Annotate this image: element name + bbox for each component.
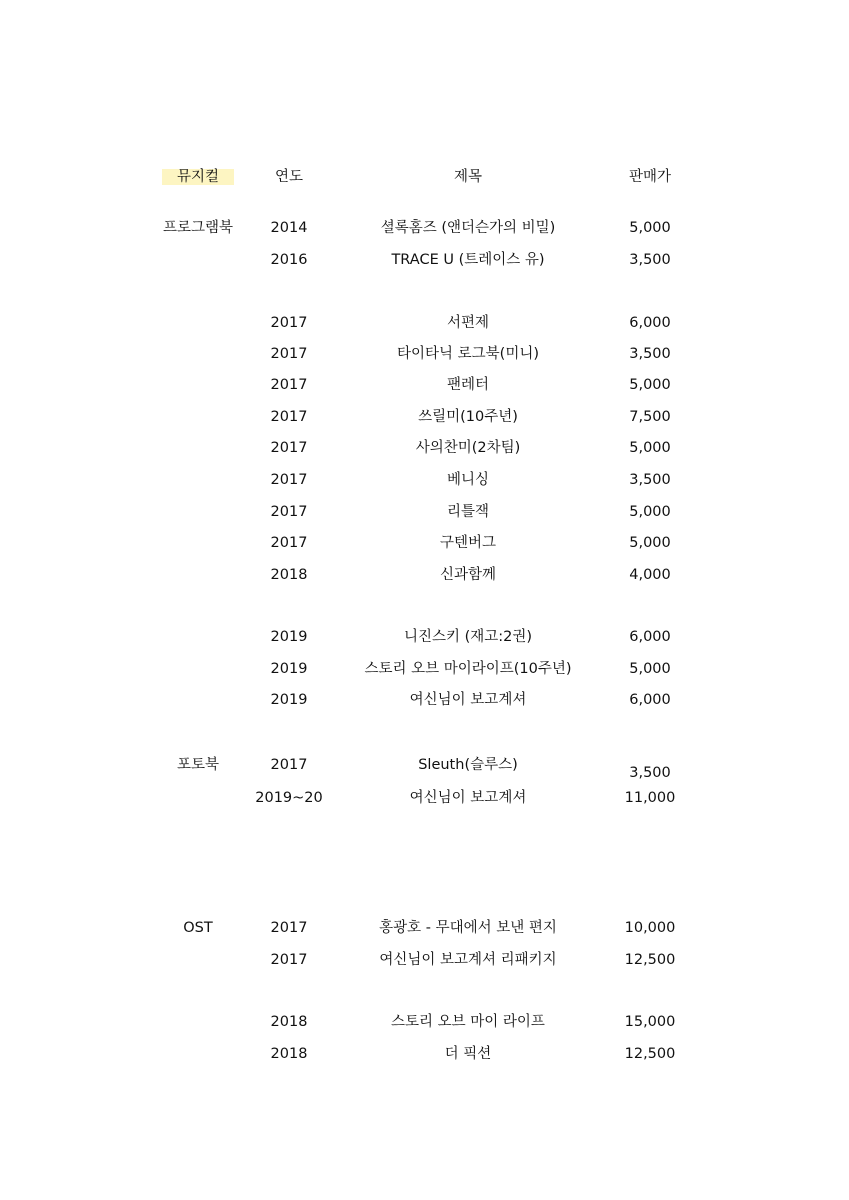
row-title: 스토리 오브 마이 라이프 [391, 1014, 545, 1030]
row-price: 6,000 [629, 315, 671, 331]
row-price: 12,500 [624, 1046, 676, 1062]
header-price: 판매가 [628, 169, 672, 185]
row-year: 2017 [270, 920, 308, 936]
row-price: 7,500 [629, 409, 671, 425]
row-price: 12,500 [624, 952, 676, 968]
header-category [162, 168, 234, 186]
row-year: 2019 [270, 661, 308, 677]
row-title: 서편제 [446, 315, 490, 331]
row-price: 6,000 [629, 692, 671, 708]
row-title: 구텐버그 [439, 535, 497, 551]
row-price: 5,000 [629, 535, 671, 551]
row-price: 5,000 [629, 504, 671, 520]
row-price: 10,000 [624, 920, 676, 936]
row-year: 2019 [270, 692, 308, 708]
row-price: 3,500 [629, 346, 671, 362]
row-price: 3,500 [629, 765, 671, 781]
row-title: 팬레터 [446, 377, 490, 393]
row-title: 베니싱 [446, 472, 490, 488]
row-title: TRACE U (트레이스 유) [391, 252, 545, 268]
category-label: 포토북 [176, 757, 220, 773]
row-title: 타이타닉 로그북(미니) [397, 346, 539, 362]
row-price: 5,000 [629, 220, 671, 236]
row-price: 3,500 [629, 472, 671, 488]
header-year: 연도 [274, 169, 304, 185]
row-year: 2016 [270, 252, 308, 268]
row-year: 2014 [270, 220, 308, 236]
row-price: 6,000 [629, 629, 671, 645]
row-year: 2017 [270, 377, 308, 393]
row-year: 2017 [270, 757, 308, 773]
header-title: 제목 [453, 169, 483, 185]
row-year: 2018 [270, 567, 308, 583]
row-year: 2017 [270, 315, 308, 331]
row-price: 5,000 [629, 377, 671, 393]
row-title: 신과함께 [439, 567, 497, 583]
category-label: OST [183, 920, 213, 936]
row-title: 더 픽션 [444, 1046, 492, 1062]
row-price: 5,000 [629, 661, 671, 677]
row-title: 스토리 오브 마이라이프(10주년) [364, 661, 572, 677]
row-price: 5,000 [629, 440, 671, 456]
row-title: 여신님이 보고계셔 리패키지 [379, 952, 557, 968]
header-category-label: 뮤지컬 [162, 169, 234, 185]
row-year: 2018 [270, 1046, 308, 1062]
row-year: 2017 [270, 346, 308, 362]
row-price: 3,500 [629, 252, 671, 268]
row-title: Sleuth(슬루스) [418, 757, 518, 773]
row-title: 사의찬미(2차팀) [415, 440, 521, 456]
row-year: 2017 [270, 409, 308, 425]
row-year: 2017 [270, 440, 308, 456]
row-title: 여신님이 보고계셔 [409, 692, 527, 708]
row-price: 15,000 [624, 1014, 676, 1030]
row-title: 여신님이 보고계셔 [409, 790, 527, 806]
row-title: 쓰릴미(10주년) [418, 409, 518, 425]
row-title: 홍광호 - 무대에서 보낸 편지 [379, 920, 557, 936]
row-year: 2019~20 [255, 790, 323, 806]
row-price: 4,000 [629, 567, 671, 583]
row-price: 11,000 [624, 790, 676, 806]
row-title: 셜록홈즈 (앤더슨가의 비밀) [380, 220, 556, 236]
row-title: 니진스키 (재고:2권) [403, 629, 533, 645]
row-year: 2017 [270, 472, 308, 488]
row-year: 2017 [270, 952, 308, 968]
row-year: 2019 [270, 629, 308, 645]
row-year: 2017 [270, 504, 308, 520]
row-title: 리틀잭 [446, 504, 490, 520]
category-label: 프로그램북 [162, 220, 234, 236]
row-year: 2017 [270, 535, 308, 551]
row-year: 2018 [270, 1014, 308, 1030]
